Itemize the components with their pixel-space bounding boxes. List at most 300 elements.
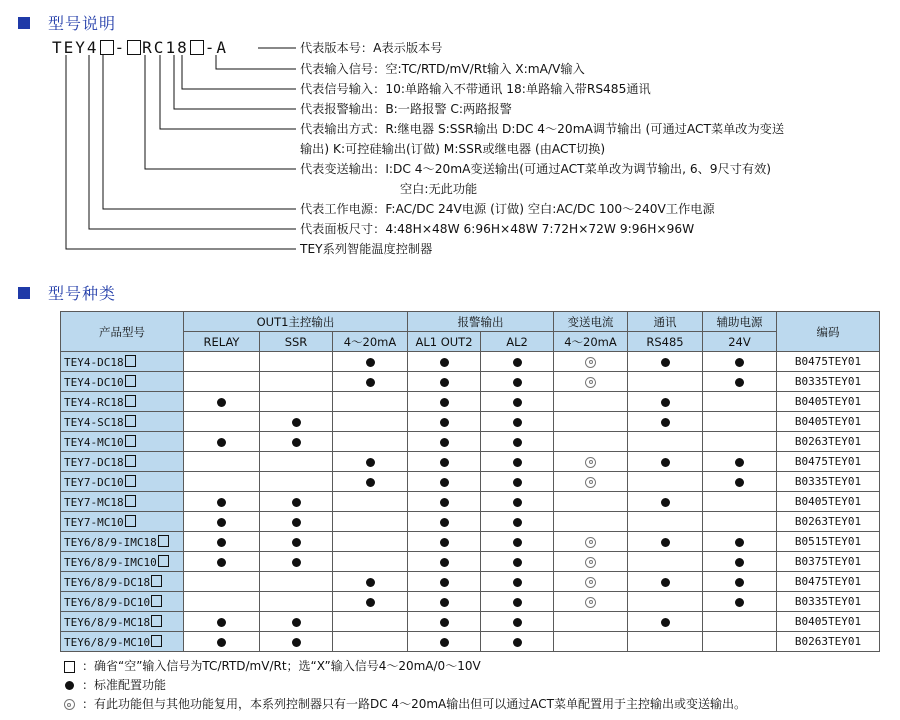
feature-cell bbox=[628, 612, 703, 632]
feature-cell bbox=[333, 412, 408, 432]
code-cell: B0475TEY01 bbox=[777, 352, 880, 372]
feature-cell bbox=[628, 572, 703, 592]
filled-dot-icon bbox=[366, 358, 375, 367]
table-row bbox=[61, 552, 880, 572]
feature-cell bbox=[260, 372, 333, 392]
feature-cell bbox=[481, 352, 554, 372]
feature-cell bbox=[260, 532, 333, 552]
feature-cell bbox=[184, 392, 260, 412]
model-name: TEY6/8/9-MC18 bbox=[64, 615, 151, 629]
filled-dot-icon bbox=[661, 458, 670, 467]
model-name: TEY7-DC18 bbox=[64, 455, 124, 469]
placeholder-box-icon bbox=[151, 595, 162, 607]
feature-cell bbox=[260, 492, 333, 512]
feature-cell bbox=[260, 552, 333, 572]
model-name-cell bbox=[61, 472, 184, 492]
double-circle-icon bbox=[60, 699, 78, 710]
subheader-4-20ma: 4～20mA bbox=[333, 332, 408, 352]
model-name: TEY4-DC18 bbox=[64, 355, 124, 369]
filled-dot-icon bbox=[440, 598, 449, 607]
filled-dot-icon bbox=[513, 578, 522, 587]
filled-dot-icon bbox=[440, 518, 449, 527]
feature-cell bbox=[184, 352, 260, 372]
code-cell: B0405TEY01 bbox=[777, 412, 880, 432]
subheader-rs485: RS485 bbox=[628, 332, 703, 352]
feature-cell bbox=[703, 512, 777, 532]
header-model: 产品型号 bbox=[61, 312, 184, 352]
table-row bbox=[61, 352, 880, 372]
filled-dot-icon bbox=[513, 598, 522, 607]
filled-dot-icon bbox=[661, 398, 670, 407]
desc-power: 代表工作电源：F:AC/DC 24V电源 (订做) 空白:AC/DC 100～240V工作电源 bbox=[300, 202, 715, 216]
model-name: TEY4-DC10 bbox=[64, 375, 124, 389]
code-cell: B0515TEY01 bbox=[777, 532, 880, 552]
filled-dot-icon bbox=[217, 618, 226, 627]
feature-cell bbox=[260, 352, 333, 372]
subheader-ssr: SSR bbox=[260, 332, 333, 352]
model-name-cell bbox=[61, 452, 184, 472]
table-row bbox=[61, 492, 880, 512]
feature-cell bbox=[554, 632, 628, 652]
filled-dot-icon bbox=[735, 358, 744, 367]
feature-cell bbox=[184, 432, 260, 452]
feature-cell bbox=[408, 392, 481, 412]
feature-cell bbox=[260, 412, 333, 432]
filled-dot-icon bbox=[440, 418, 449, 427]
placeholder-box-icon bbox=[125, 455, 136, 467]
model-name: TEY4-SC18 bbox=[64, 415, 124, 429]
feature-cell bbox=[554, 412, 628, 432]
feature-cell bbox=[260, 572, 333, 592]
table-row bbox=[61, 612, 880, 632]
filled-dot-icon bbox=[661, 418, 670, 427]
filled-dot-icon bbox=[513, 638, 522, 647]
feature-cell bbox=[554, 352, 628, 372]
feature-cell bbox=[554, 532, 628, 552]
subheader-relay: RELAY bbox=[184, 332, 260, 352]
feature-cell bbox=[260, 632, 333, 652]
model-name-cell bbox=[61, 512, 184, 532]
feature-cell bbox=[184, 412, 260, 432]
filled-dot-icon bbox=[735, 558, 744, 567]
feature-cell bbox=[333, 572, 408, 592]
filled-dot-icon bbox=[735, 478, 744, 487]
feature-cell bbox=[481, 432, 554, 452]
table-row bbox=[61, 572, 880, 592]
feature-cell bbox=[260, 452, 333, 472]
placeholder-box-icon bbox=[158, 535, 169, 547]
filled-dot-icon bbox=[735, 458, 744, 467]
section-header-model-types bbox=[18, 281, 116, 304]
feature-cell bbox=[554, 432, 628, 452]
feature-cell bbox=[628, 592, 703, 612]
placeholder-box-icon bbox=[125, 435, 136, 447]
feature-cell bbox=[481, 612, 554, 632]
filled-dot-icon bbox=[513, 458, 522, 467]
double-circle-icon bbox=[585, 597, 596, 608]
filled-dot-icon bbox=[366, 478, 375, 487]
feature-cell bbox=[333, 432, 408, 452]
placeholder-box-icon bbox=[125, 495, 136, 507]
model-name: TEY6/8/9-IMC18 bbox=[64, 535, 157, 549]
section-title: 型号说明 bbox=[48, 14, 117, 33]
feature-cell bbox=[703, 612, 777, 632]
feature-cell bbox=[554, 372, 628, 392]
table-row bbox=[61, 512, 880, 532]
feature-cell bbox=[184, 472, 260, 492]
model-code-dash: - bbox=[114, 38, 127, 57]
code-cell: B0475TEY01 bbox=[777, 452, 880, 472]
feature-cell bbox=[481, 392, 554, 412]
code-cell: B0263TEY01 bbox=[777, 432, 880, 452]
feature-cell bbox=[333, 632, 408, 652]
double-circle-icon bbox=[585, 577, 596, 588]
code-cell: B0405TEY01 bbox=[777, 612, 880, 632]
feature-cell bbox=[481, 592, 554, 612]
code-cell: B0375TEY01 bbox=[777, 552, 880, 572]
feature-cell bbox=[184, 612, 260, 632]
feature-cell bbox=[554, 492, 628, 512]
feature-cell bbox=[408, 552, 481, 572]
feature-cell bbox=[703, 552, 777, 572]
model-name: TEY4-MC10 bbox=[64, 435, 124, 449]
feature-cell bbox=[408, 452, 481, 472]
subheader-al2: AL2 bbox=[481, 332, 554, 352]
header-alarm: 报警输出 bbox=[408, 312, 554, 332]
model-name: TEY6/8/9-IMC10 bbox=[64, 555, 157, 569]
model-name-cell bbox=[61, 632, 184, 652]
model-name-cell bbox=[61, 552, 184, 572]
table-body bbox=[61, 352, 880, 652]
subheader-transmit-4-20ma: 4～20mA bbox=[554, 332, 628, 352]
filled-dot-icon bbox=[661, 578, 670, 587]
filled-dot-icon bbox=[440, 578, 449, 587]
legend-notes bbox=[60, 657, 746, 714]
filled-dot-icon bbox=[513, 398, 522, 407]
placeholder-box-icon bbox=[125, 515, 136, 527]
desc-series: TEY系列智能温度控制器 bbox=[300, 242, 433, 256]
subheader-al1-out2: AL1 OUT2 bbox=[408, 332, 481, 352]
filled-dot-icon bbox=[366, 458, 375, 467]
table-row bbox=[61, 632, 880, 652]
filled-dot-icon bbox=[217, 498, 226, 507]
placeholder-box-icon bbox=[151, 615, 162, 627]
square-bullet-icon bbox=[18, 287, 30, 299]
feature-cell bbox=[260, 512, 333, 532]
model-name-cell bbox=[61, 592, 184, 612]
code-cell: B0335TEY01 bbox=[777, 592, 880, 612]
filled-dot-icon bbox=[292, 498, 301, 507]
feature-cell bbox=[481, 372, 554, 392]
feature-cell bbox=[184, 532, 260, 552]
feature-cell bbox=[408, 532, 481, 552]
section-title: 型号种类 bbox=[48, 284, 117, 303]
feature-cell bbox=[408, 432, 481, 452]
feature-cell bbox=[703, 392, 777, 412]
feature-cell bbox=[260, 392, 333, 412]
feature-cell bbox=[184, 632, 260, 652]
model-name-cell bbox=[61, 572, 184, 592]
model-name-cell bbox=[61, 492, 184, 512]
feature-cell bbox=[481, 492, 554, 512]
double-circle-icon bbox=[585, 537, 596, 548]
subheader-24v: 24V bbox=[703, 332, 777, 352]
placeholder-box-icon bbox=[125, 475, 136, 487]
feature-cell bbox=[554, 572, 628, 592]
filled-dot-icon bbox=[513, 498, 522, 507]
model-code-middle: RC18 bbox=[142, 38, 189, 57]
filled-dot-icon bbox=[440, 378, 449, 387]
feature-cell bbox=[703, 592, 777, 612]
filled-dot-icon bbox=[292, 638, 301, 647]
desc-transmit-output-cont: 空白:无此功能 bbox=[400, 182, 478, 196]
feature-cell bbox=[628, 552, 703, 572]
table-row bbox=[61, 452, 880, 472]
code-cell: B0475TEY01 bbox=[777, 572, 880, 592]
filled-dot-icon bbox=[292, 618, 301, 627]
feature-cell bbox=[703, 572, 777, 592]
filled-dot-icon bbox=[440, 538, 449, 547]
filled-dot-icon bbox=[513, 378, 522, 387]
feature-cell bbox=[408, 632, 481, 652]
table-row bbox=[61, 592, 880, 612]
feature-cell bbox=[333, 492, 408, 512]
feature-cell bbox=[554, 452, 628, 472]
feature-cell bbox=[554, 512, 628, 532]
feature-cell bbox=[333, 532, 408, 552]
placeholder-box-icon bbox=[151, 575, 162, 587]
note-ring: ：有此功能但与其他功能复用，本系列控制器只有一路DC 4～20mA输出但可以通过ACT菜单配置用于主控输出或变送输出。 bbox=[60, 695, 746, 714]
filled-dot-icon bbox=[661, 498, 670, 507]
feature-cell bbox=[628, 632, 703, 652]
feature-cell bbox=[703, 352, 777, 372]
placeholder-box-icon bbox=[125, 415, 136, 427]
filled-dot-icon bbox=[661, 618, 670, 627]
feature-cell bbox=[628, 392, 703, 412]
feature-cell bbox=[628, 452, 703, 472]
note-dot: ：标准配置功能 bbox=[60, 676, 746, 695]
code-cell: B0335TEY01 bbox=[777, 372, 880, 392]
feature-cell bbox=[554, 392, 628, 412]
feature-cell bbox=[408, 492, 481, 512]
table-row bbox=[61, 372, 880, 392]
model-name-cell bbox=[61, 352, 184, 372]
model-name-cell bbox=[61, 532, 184, 552]
feature-cell bbox=[184, 492, 260, 512]
desc-signal-input: 代表信号输入：10:单路输入不带通讯 18:单路输入带RS485通讯 bbox=[300, 82, 651, 96]
filled-dot-icon bbox=[217, 538, 226, 547]
table-row bbox=[61, 432, 880, 452]
placeholder-box-icon bbox=[158, 555, 169, 567]
double-circle-icon bbox=[585, 457, 596, 468]
filled-dot-icon bbox=[217, 398, 226, 407]
feature-cell bbox=[333, 352, 408, 372]
filled-dot-icon bbox=[440, 358, 449, 367]
filled-dot-icon bbox=[440, 398, 449, 407]
header-code: 编码 bbox=[777, 312, 880, 352]
filled-dot-icon bbox=[292, 518, 301, 527]
feature-cell bbox=[628, 372, 703, 392]
feature-cell bbox=[408, 612, 481, 632]
filled-dot-icon bbox=[292, 558, 301, 567]
filled-dot-icon bbox=[60, 681, 78, 690]
feature-cell bbox=[184, 592, 260, 612]
feature-cell bbox=[184, 372, 260, 392]
feature-cell bbox=[703, 632, 777, 652]
filled-dot-icon bbox=[735, 598, 744, 607]
code-cell: B0405TEY01 bbox=[777, 492, 880, 512]
feature-cell bbox=[260, 472, 333, 492]
model-name-cell bbox=[61, 612, 184, 632]
feature-cell bbox=[260, 612, 333, 632]
filled-dot-icon bbox=[735, 578, 744, 587]
model-name: TEY7-MC10 bbox=[64, 515, 124, 529]
feature-cell bbox=[554, 472, 628, 492]
feature-cell bbox=[628, 352, 703, 372]
note-square: ：确省“空”输入信号为TC/RTD/mV/Rt；选“X”输入信号4～20mA/0～10V bbox=[60, 657, 746, 676]
feature-cell bbox=[628, 472, 703, 492]
filled-dot-icon bbox=[366, 578, 375, 587]
code-cell: B0335TEY01 bbox=[777, 472, 880, 492]
filled-dot-icon bbox=[292, 418, 301, 427]
code-cell: B0263TEY01 bbox=[777, 632, 880, 652]
table-row bbox=[61, 392, 880, 412]
desc-output-mode: 代表输出方式：R:继电器 S:SSR输出 D:DC 4～20mA调节输出 (可通过ACT菜单改为变送 bbox=[300, 122, 785, 136]
feature-cell bbox=[628, 432, 703, 452]
feature-cell bbox=[554, 612, 628, 632]
feature-cell bbox=[481, 552, 554, 572]
model-name-cell bbox=[61, 392, 184, 412]
placeholder-box-icon bbox=[125, 355, 136, 367]
double-circle-icon bbox=[585, 377, 596, 388]
model-name-cell bbox=[61, 372, 184, 392]
feature-cell bbox=[481, 412, 554, 432]
feature-cell bbox=[481, 512, 554, 532]
feature-cell bbox=[703, 412, 777, 432]
feature-cell bbox=[333, 372, 408, 392]
model-name: TEY4-RC18 bbox=[64, 395, 124, 409]
model-code-suffix: -A bbox=[204, 38, 228, 57]
filled-dot-icon bbox=[513, 478, 522, 487]
filled-dot-icon bbox=[292, 438, 301, 447]
filled-dot-icon bbox=[735, 378, 744, 387]
filled-dot-icon bbox=[513, 618, 522, 627]
placeholder-box-icon bbox=[125, 395, 136, 407]
double-circle-icon bbox=[585, 557, 596, 568]
feature-cell bbox=[333, 452, 408, 472]
feature-cell bbox=[481, 532, 554, 552]
model-name: TEY6/8/9-MC10 bbox=[64, 635, 151, 649]
filled-dot-icon bbox=[661, 358, 670, 367]
filled-dot-icon bbox=[217, 558, 226, 567]
model-code-prefix: TEY4 bbox=[52, 38, 99, 57]
filled-dot-icon bbox=[440, 618, 449, 627]
filled-dot-icon bbox=[735, 538, 744, 547]
model-types-table bbox=[60, 311, 880, 652]
filled-dot-icon bbox=[513, 538, 522, 547]
feature-cell bbox=[703, 472, 777, 492]
filled-dot-icon bbox=[513, 518, 522, 527]
model-name-cell bbox=[61, 412, 184, 432]
feature-cell bbox=[628, 492, 703, 512]
desc-alarm-output: 代表报警输出：B:一路报警 C:两路报警 bbox=[300, 102, 512, 116]
feature-cell bbox=[408, 572, 481, 592]
square-symbol-icon bbox=[60, 661, 78, 673]
feature-cell bbox=[408, 372, 481, 392]
filled-dot-icon bbox=[217, 638, 226, 647]
filled-dot-icon bbox=[440, 558, 449, 567]
header-out1: OUT1主控输出 bbox=[184, 312, 408, 332]
double-circle-icon bbox=[585, 477, 596, 488]
feature-cell bbox=[628, 532, 703, 552]
code-cell: B0405TEY01 bbox=[777, 392, 880, 412]
feature-cell bbox=[703, 452, 777, 472]
feature-cell bbox=[628, 412, 703, 432]
feature-cell bbox=[184, 452, 260, 472]
desc-version: 代表版本号：A表示版本号 bbox=[300, 41, 443, 55]
model-name: TEY7-MC18 bbox=[64, 495, 124, 509]
filled-dot-icon bbox=[217, 518, 226, 527]
filled-dot-icon bbox=[440, 498, 449, 507]
filled-dot-icon bbox=[513, 358, 522, 367]
filled-dot-icon bbox=[366, 598, 375, 607]
desc-output-mode-cont: 输出) K:可控硅输出(订做) M:SSR或继电器 (由ACT切换) bbox=[300, 142, 606, 156]
feature-cell bbox=[333, 392, 408, 412]
desc-transmit-output: 代表变送输出：I:DC 4～20mA变送输出(可通过ACT菜单改为调节输出, 6、9尺寸有效) bbox=[300, 162, 772, 176]
filled-dot-icon bbox=[440, 458, 449, 467]
feature-cell bbox=[333, 612, 408, 632]
filled-dot-icon bbox=[513, 438, 522, 447]
feature-cell bbox=[184, 572, 260, 592]
feature-cell bbox=[408, 512, 481, 532]
feature-cell bbox=[408, 352, 481, 372]
table-row bbox=[61, 532, 880, 552]
feature-cell bbox=[184, 552, 260, 572]
feature-cell bbox=[481, 572, 554, 592]
filled-dot-icon bbox=[440, 638, 449, 647]
feature-cell bbox=[703, 372, 777, 392]
feature-cell bbox=[260, 592, 333, 612]
filled-dot-icon bbox=[440, 478, 449, 487]
feature-cell bbox=[703, 432, 777, 452]
filled-dot-icon bbox=[440, 438, 449, 447]
feature-cell bbox=[481, 472, 554, 492]
feature-cell bbox=[481, 452, 554, 472]
model-name-cell bbox=[61, 432, 184, 452]
desc-input-signal: 代表输入信号：空:TC/RTD/mV/Rt输入 X:mA/V输入 bbox=[300, 62, 585, 76]
header-comm: 通讯 bbox=[628, 312, 703, 332]
feature-cell bbox=[628, 512, 703, 532]
table-row bbox=[61, 412, 880, 432]
feature-cell bbox=[703, 492, 777, 512]
filled-dot-icon bbox=[217, 438, 226, 447]
feature-cell bbox=[260, 432, 333, 452]
feature-cell bbox=[184, 512, 260, 532]
feature-cell bbox=[333, 552, 408, 572]
feature-cell bbox=[408, 472, 481, 492]
model-name: TEY7-DC10 bbox=[64, 475, 124, 489]
feature-cell bbox=[703, 532, 777, 552]
feature-cell bbox=[333, 592, 408, 612]
filled-dot-icon bbox=[292, 538, 301, 547]
filled-dot-icon bbox=[513, 418, 522, 427]
placeholder-box-icon bbox=[125, 375, 136, 387]
model-name: TEY6/8/9-DC10 bbox=[64, 595, 151, 609]
feature-cell bbox=[333, 472, 408, 492]
desc-panel-size: 代表面板尺寸：4:48H×48W 6:96H×48W 7:72H×72W 9:96H×96W bbox=[300, 222, 695, 236]
double-circle-icon bbox=[585, 357, 596, 368]
feature-cell bbox=[554, 552, 628, 572]
